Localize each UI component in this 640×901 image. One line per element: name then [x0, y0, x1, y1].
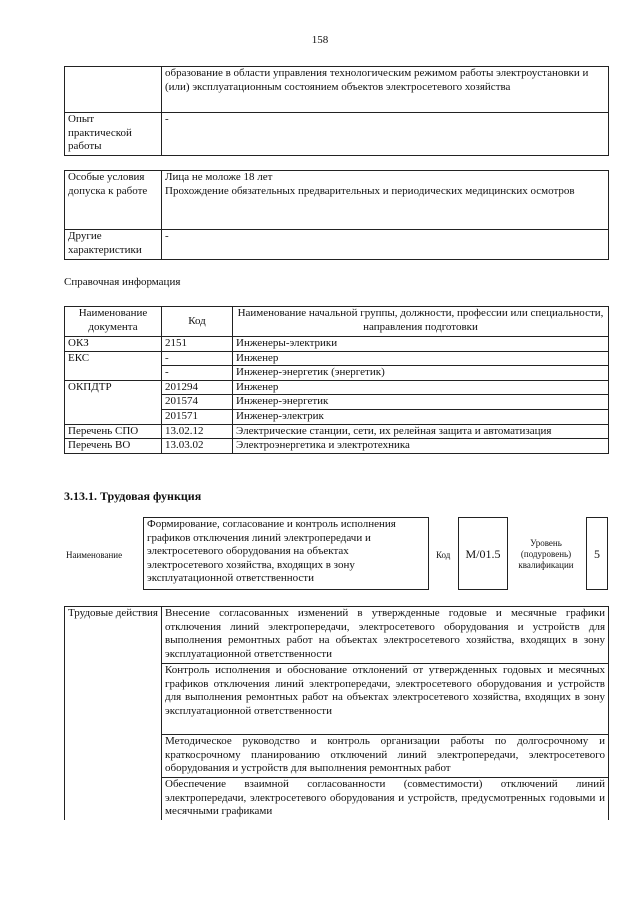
function-name: Формирование, согласование и контроль исполнения графиков отключения линий электропередачи и электросетевого оборудования на объектах электросетевого хозяйства, входящих в зону эксплуатационной ответственности [143, 517, 429, 590]
ref-code: 201574 [162, 395, 233, 410]
medical-condition: Прохождение обязательных предварительных и периодических медицинских осмотров [165, 184, 575, 197]
other-label: Другие характеристики [65, 230, 162, 260]
ref-name: Инженер [233, 351, 609, 366]
reference-title: Справочная информация [64, 276, 181, 288]
ref-name: Инженер-электрик [233, 409, 609, 424]
code-label: Код [436, 550, 451, 560]
reference-table [64, 306, 609, 454]
ref-doc: ОКЗ [65, 337, 162, 352]
ref-doc [65, 409, 162, 424]
age-condition: Лица не моложе 18 лет [165, 171, 273, 183]
admission-conditions [162, 171, 609, 230]
ref-header-doc: Наименование документа [65, 307, 162, 337]
ref-header-code: Код [162, 307, 233, 337]
ref-name: Инженер-энергетик (энергетик) [233, 366, 609, 381]
ref-doc: ОКПДТР [65, 380, 162, 395]
function-level: 5 [586, 517, 608, 590]
section-title: 3.13.1. Трудовая функция [64, 489, 202, 503]
ref-name: Инженеры-электрики [233, 337, 609, 352]
ref-code: 201294 [162, 380, 233, 395]
ref-code: - [162, 351, 233, 366]
ref-name: Инженер [233, 380, 609, 395]
table-row [65, 351, 609, 366]
ref-code: 2151 [162, 337, 233, 352]
admission-table [64, 170, 609, 260]
table-row [65, 439, 609, 454]
page-number: 158 [311, 34, 329, 46]
function-code: M/01.5 [458, 517, 508, 590]
ref-code: - [162, 366, 233, 381]
ref-doc: Перечень ВО [65, 439, 162, 454]
education-label-cell [65, 67, 162, 113]
education-table [64, 66, 609, 156]
ref-doc [65, 366, 162, 381]
ref-header-name: Наименование начальной группы, должности, профессии или специальности, направления подготовки [233, 307, 609, 337]
other-value: - [162, 230, 609, 260]
ref-doc: Перечень СПО [65, 424, 162, 439]
table-row [65, 409, 609, 424]
table-row [65, 366, 609, 381]
table-row [65, 424, 609, 439]
ref-name: Инженер-энергетик [233, 395, 609, 410]
ref-code: 201571 [162, 409, 233, 424]
ref-doc [65, 395, 162, 410]
admission-label: Особые условия допуска к работе [65, 171, 162, 230]
table-row [65, 607, 609, 664]
ref-name: Электроэнергетика и электротехника [233, 439, 609, 454]
level-label: Уровень (подуровень) квалификации [518, 538, 574, 570]
action-item: Обеспечение взаимной согласованности (совместимости) отключений линий электропередачи, электросетевого оборудования и устройств, предусмотренных годовыми и месячными графиками [162, 778, 609, 821]
labor-actions-table [64, 606, 609, 820]
table-row [65, 380, 609, 395]
experience-value: - [162, 113, 609, 156]
ref-code: 13.02.12 [162, 424, 233, 439]
action-item: Внесение согласованных изменений в утвержденные годовые и месячные графики отключения линий электропередачи, электросетевого оборудования и устройств для выполнения ремонтных работ на объектах электросетевого хозяйства, входящих в зону эксплуатационной ответственности [162, 607, 609, 664]
action-item: Контроль исполнения и обоснование отклонений от утвержденных годовых и месячных графиков отключения линий электропередачи, электросетевого оборудования и устройств для выполнения ремонтных работ на объектах электросетевого хозяйства, входящих в зону эксплуатационной ответственности [162, 664, 609, 735]
name-label: Наименование [66, 550, 123, 560]
ref-name: Электрические станции, сети, их релейная защита и автоматизация [233, 424, 609, 439]
table-row [65, 395, 609, 410]
table-row [65, 337, 609, 352]
action-item: Методическое руководство и контроль организации работы по долгосрочному и краткосрочному планированию отключений линий электропередачи, электросетевого оборудования и устройств для выполнения ремонтных работ [162, 735, 609, 778]
ref-doc: ЕКС [65, 351, 162, 366]
education-text: образование в области управления технологическим режимом работы электроустановки и (или) эксплуатационным состоянием объектов электросетевого хозяйства [162, 67, 609, 113]
experience-label: Опыт практической работы [65, 113, 162, 156]
ref-code: 13.03.02 [162, 439, 233, 454]
actions-label: Трудовые действия [65, 607, 162, 821]
